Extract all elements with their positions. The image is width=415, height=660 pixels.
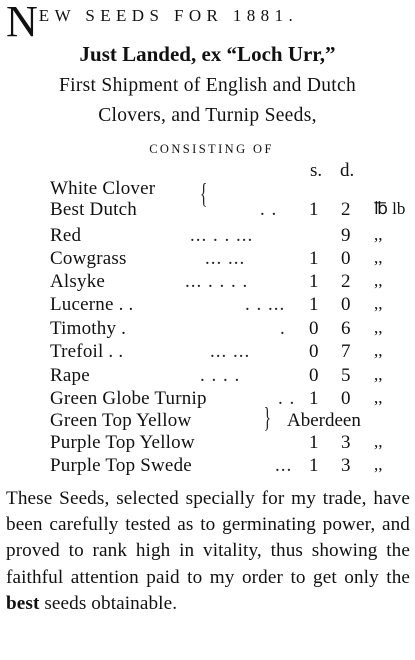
column-header-shillings: s. bbox=[310, 160, 323, 181]
leader-dots: . . . . bbox=[200, 365, 241, 386]
price-unit: ,, bbox=[374, 388, 383, 407]
price-pence: 7 bbox=[341, 341, 351, 362]
price-row bbox=[0, 225, 415, 249]
price-pence: 6 bbox=[341, 318, 351, 339]
price-shillings: 1 bbox=[309, 248, 319, 269]
seed-name: Rape bbox=[50, 365, 90, 386]
column-header-pence: d. bbox=[340, 160, 355, 181]
leader-dots: . . bbox=[260, 199, 278, 220]
price-shillings: 1 bbox=[309, 271, 319, 292]
headline-text: EW SEEDS FOR 1881. bbox=[38, 6, 299, 25]
consisting-of-label: CONSISTING OF bbox=[149, 142, 274, 156]
seed-name: Best Dutch bbox=[50, 199, 137, 220]
price-shillings: 1 bbox=[309, 294, 319, 315]
leader-dots: ... ... bbox=[210, 341, 251, 362]
price-pence: 3 bbox=[341, 432, 351, 453]
seed-name: Purple Top Yellow bbox=[50, 432, 195, 453]
price-row bbox=[0, 294, 415, 318]
price-unit: ,, bbox=[374, 432, 383, 451]
brace-yellow-turnips: { bbox=[263, 403, 271, 434]
leader-dots: ... bbox=[275, 455, 293, 476]
price-pence: 9 bbox=[341, 225, 351, 246]
price-unit: ℔ lb bbox=[374, 199, 406, 218]
seed-name: Alsyke bbox=[50, 271, 106, 292]
price-unit: ,, bbox=[374, 341, 383, 360]
description-paragraph bbox=[6, 486, 410, 617]
price-shillings: 1 bbox=[309, 199, 319, 220]
variety-note: Aberdeen bbox=[287, 410, 361, 431]
leader-dots: ... . . . . bbox=[185, 271, 249, 292]
seed-name: Purple Top Swede bbox=[50, 455, 192, 476]
headline bbox=[6, 0, 415, 46]
leader-dots: . . ... bbox=[245, 294, 286, 315]
price-pence: 0 bbox=[341, 294, 351, 315]
price-pence: 2 bbox=[341, 271, 351, 292]
price-row bbox=[0, 248, 415, 272]
leader-dots: . . bbox=[278, 388, 296, 409]
leader-dots: ... ... bbox=[205, 248, 246, 269]
seed-name: Green Globe Turnip bbox=[50, 388, 207, 409]
price-shillings: 1 bbox=[309, 455, 319, 476]
price-row bbox=[0, 271, 415, 295]
brace-white-best: { bbox=[200, 179, 208, 210]
seed-name: White Clover bbox=[50, 178, 156, 199]
price-pence: 2 bbox=[341, 199, 351, 220]
price-unit: ,, bbox=[374, 271, 383, 290]
leader-dots: . bbox=[280, 318, 286, 339]
just-landed-line: Just Landed, ex “Loch Urr,” bbox=[79, 42, 336, 66]
paragraph-bold-word: best bbox=[6, 592, 40, 614]
shipment-line-1: First Shipment of English and Dutch bbox=[58, 75, 357, 96]
paragraph-text-end: seeds obtainable. bbox=[39, 592, 178, 614]
price-unit: ,, bbox=[374, 318, 383, 337]
price-shillings: 0 bbox=[309, 318, 319, 339]
price-row bbox=[0, 455, 415, 479]
price-pence: 3 bbox=[341, 455, 351, 476]
shipment-line-2: Clovers, and Turnip Seeds, bbox=[98, 105, 317, 126]
price-row bbox=[0, 365, 415, 389]
price-pence: 0 bbox=[341, 248, 351, 269]
headline-dropcap: N bbox=[6, 0, 38, 46]
price-shillings: 1 bbox=[309, 432, 319, 453]
price-row bbox=[0, 388, 415, 412]
price-shillings: 1 bbox=[309, 388, 319, 409]
price-row bbox=[0, 410, 415, 434]
seed-name: Red bbox=[50, 225, 82, 246]
price-unit: ,, bbox=[374, 248, 383, 267]
price-row bbox=[0, 341, 415, 365]
price-unit: ,, bbox=[374, 455, 383, 474]
leader-dots: ... . . ... bbox=[190, 225, 254, 246]
price-unit: ,, bbox=[374, 365, 383, 384]
seed-name: Lucerne . . bbox=[50, 294, 134, 315]
price-row bbox=[0, 199, 415, 223]
seed-name: Trefoil . . bbox=[50, 341, 124, 362]
price-shillings: 0 bbox=[309, 365, 319, 386]
price-row bbox=[0, 318, 415, 342]
price-pence: 0 bbox=[341, 388, 351, 409]
price-row bbox=[0, 432, 415, 456]
price-unit: ,, bbox=[374, 225, 383, 244]
seed-name: Timothy . bbox=[50, 318, 127, 339]
paragraph-text: These Seeds, selected specially for my trade, have been carefully tested as to germinating power, and proved to rank high in vitality, thus showing the faithful attention paid to my order to get only the bbox=[6, 488, 410, 588]
seed-name: Green Top Yellow bbox=[50, 410, 192, 431]
price-pence: 5 bbox=[341, 365, 351, 386]
price-unit: ,, bbox=[374, 294, 383, 313]
price-shillings: 0 bbox=[309, 341, 319, 362]
seed-name: Cowgrass bbox=[50, 248, 127, 269]
